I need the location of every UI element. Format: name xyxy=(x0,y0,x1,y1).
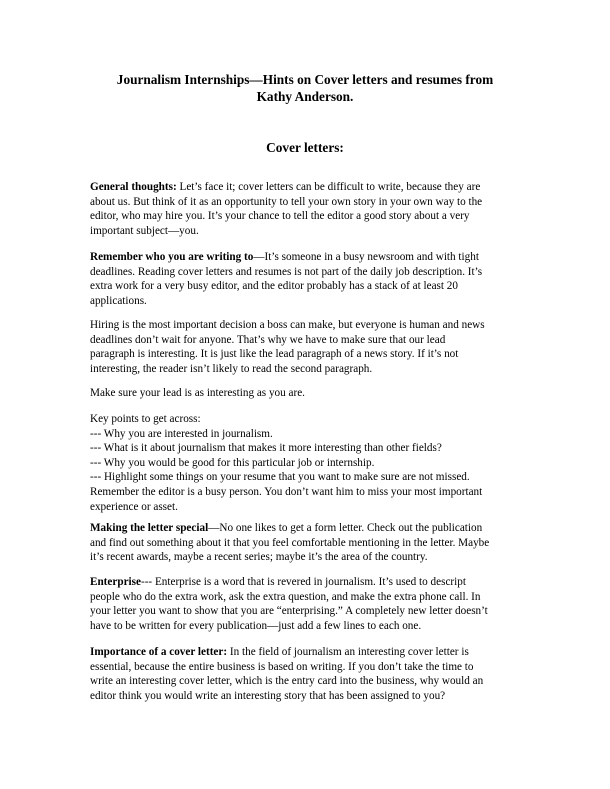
paragraph-line: deadlines don’t wait for anyone. That’s why we have to make sure that our lead xyxy=(90,333,446,346)
paragraph-letter-special xyxy=(90,521,530,565)
list-item: --- Why you are interested in journalism. xyxy=(90,427,273,440)
list-item: --- Why you would be good for this particular job or internship. xyxy=(90,456,375,469)
paragraph-lead: Importance of a cover letter: xyxy=(90,646,228,658)
paragraph-line: deadlines. Reading cover letters and resumes is not part of the daily job description. It’s xyxy=(90,265,483,278)
paragraph-line: and find out something about it that you feel comfortable mentioning in the letter. Maybe xyxy=(90,536,490,549)
paragraph-line: about us. But think of it as an opportunity to tell your own story in your own way to the xyxy=(90,195,483,208)
paragraph-line: it’s recent awards, maybe a recent series; maybe it’s the area of the country. xyxy=(90,551,428,564)
paragraph-line: Enterprise--- Enterprise is a word that is revered in journalism. It’s used to descript xyxy=(90,576,466,588)
paragraph-hiring xyxy=(90,318,530,376)
paragraph-line: Remember who you are writing to—It’s someone in a busy newsroom and with tight xyxy=(90,251,479,263)
paragraph-lead: Enterprise xyxy=(90,576,141,588)
document-title xyxy=(60,71,550,105)
title-line-1: Journalism Internships—Hints on Cover letters and resumes from xyxy=(116,72,494,87)
section-heading-cover-letters: Cover letters: xyxy=(266,140,344,155)
paragraph-line: Remember the editor is a busy person. You don’t want him to miss your most important xyxy=(90,485,483,498)
paragraph-line: editor, who may hire you. It’s your chance to tell the editor a good story about a very xyxy=(90,210,470,223)
paragraph-lead: General thoughts: xyxy=(90,181,177,193)
paragraph-line: Make sure your lead is as interesting as you are. xyxy=(90,387,305,399)
title-line-2: Kathy Anderson. xyxy=(256,89,354,104)
paragraph-line: interesting, the reader isn’t likely to read the second paragraph. xyxy=(90,362,373,375)
paragraph-remember-audience xyxy=(90,250,530,308)
paragraph-line: applications. xyxy=(90,294,147,307)
paragraph-lead: Remember who you are writing to xyxy=(90,251,254,263)
paragraph-line: Key points to get across: xyxy=(90,413,201,425)
paragraph-line: important subject—you. xyxy=(90,224,199,237)
paragraph-line: experience or asset. xyxy=(90,500,178,513)
paragraph-line: Making the letter special—No one likes to get a form letter. Check out the publication xyxy=(90,522,483,534)
paragraph-line: essential, because the entire business is based on writing. If you don’t take the time to xyxy=(90,660,474,673)
list-item: --- Highlight some things on your resume that you want to make sure are not missed. xyxy=(90,471,470,484)
paragraph-lead: Making the letter special xyxy=(90,522,209,534)
list-item: --- What is it about journalism that makes it more interesting than other fields? xyxy=(90,442,442,455)
paragraph-lead-interest xyxy=(90,386,530,401)
paragraph-line: write an interesting cover letter, which is the entry card into the business, why would an xyxy=(90,675,484,688)
paragraph-importance xyxy=(90,645,530,703)
paragraph-line: Importance of a cover letter: In the field of journalism an interesting cover letter is xyxy=(90,646,469,658)
paragraph-line: paragraph is interesting. It is just like the lead paragraph of a news story. If it’s not xyxy=(90,348,459,361)
paragraph-line: extra work for a very busy editor, and the editor probably has a stack of at least 20 xyxy=(90,280,458,293)
paragraph-line: General thoughts: Let’s face it; cover letters can be difficult to write, because they are xyxy=(90,181,481,193)
paragraph-key-points xyxy=(90,412,530,514)
paragraph-line: people who do the extra work, ask the extra question, and make the extra phone call. In xyxy=(90,590,481,603)
paragraph-line: have to be written for every publication—just add a few lines to each one. xyxy=(90,619,422,632)
paragraph-line: your letter you want to show that you are “enterprising.” A completely new letter doesn’t xyxy=(90,605,488,618)
paragraph-enterprise xyxy=(90,575,530,633)
paragraph-line: Hiring is the most important decision a boss can make, but everyone is human and news xyxy=(90,319,485,331)
paragraph-general-thoughts xyxy=(90,180,530,238)
paragraph-line: editor think you would write an interesting story that has been assigned to you? xyxy=(90,689,446,702)
